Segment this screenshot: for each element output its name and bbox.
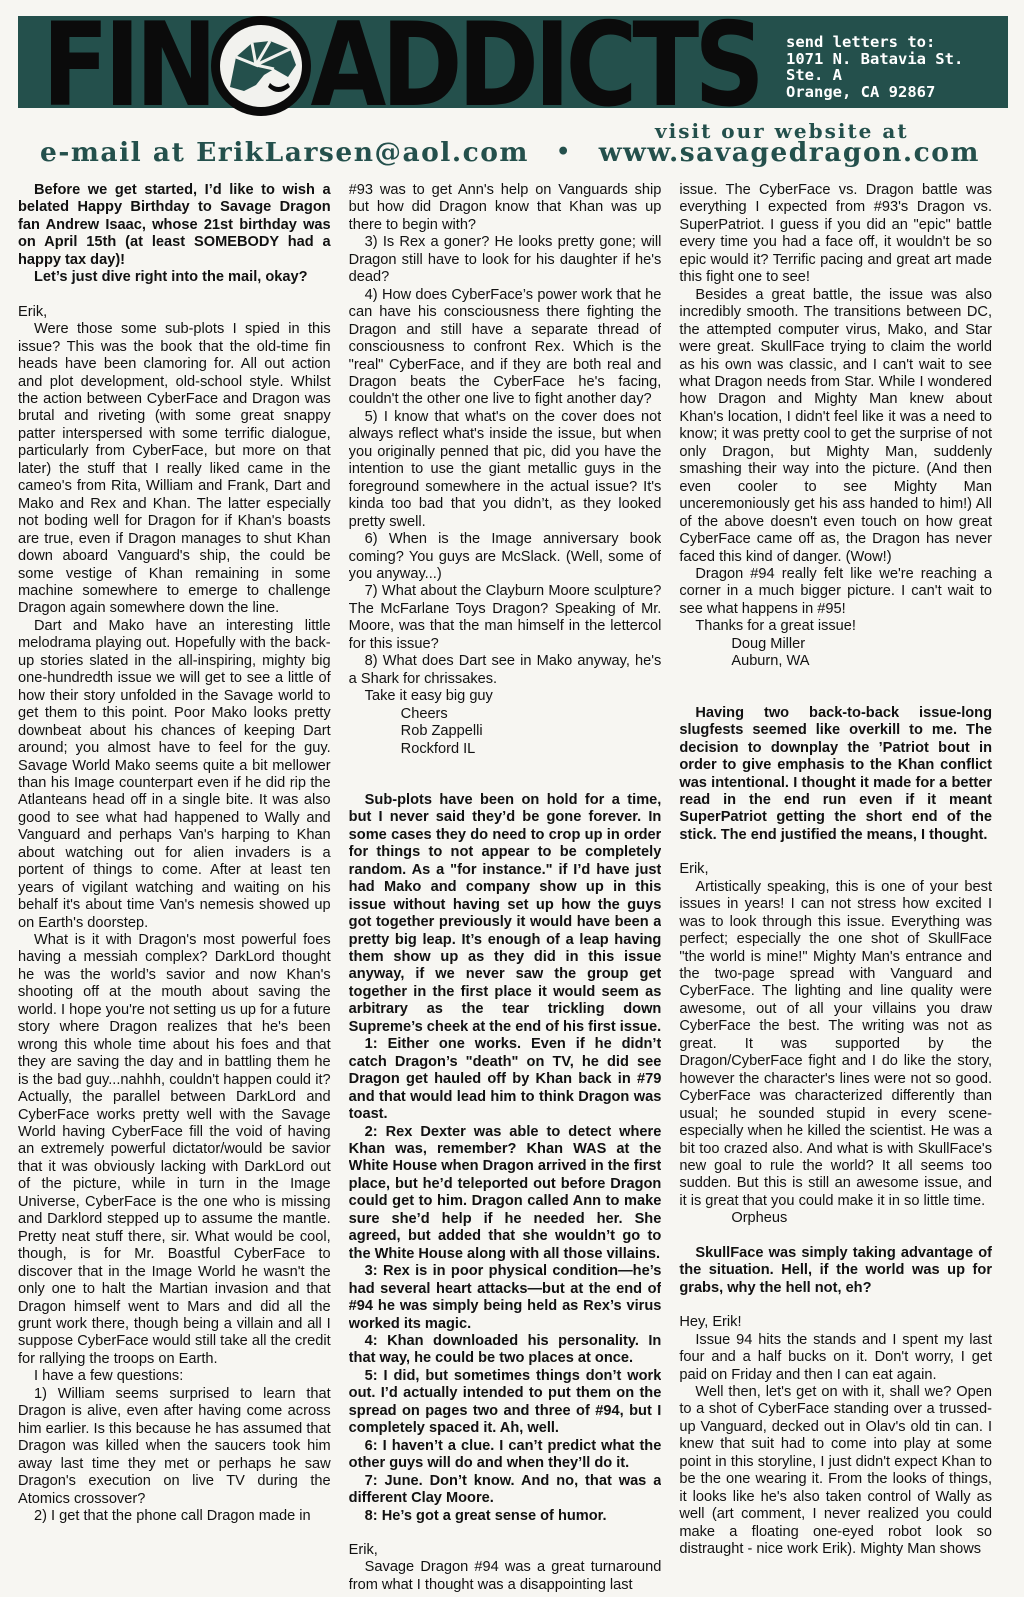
letter-paragraph: Thanks for a great issue! [695,618,856,635]
letter-paragraph: Artistically speaking, this is one of your best issues in years! I can not stress how excited I was to look through this issue. Everything was perfect; especially the one shot of SkullFace "the world is mine!" Mighty Man's entrance and the two-page spread with Vanguard and CyberFace. The lighting and line quality were awesome, out of all your villains you draw CyberFace the best. The writing was not as great. It was supported by the Dragon/CyberFace fight and I do like the story, however the character's lines were not so good. CyberFace was characterized differently than usual; he sounded stupid in every scene-especially when he killed the scientist. He was a bit too crazed also. And what is with SkullFace's new goal to rule the world? It all seems too sudden. But this is still an awesome issue, and it is great that you could make it in so little time. [679,878,993,1209]
editor-reply-paragraph: Having two back-to-back issue-long slugfests seemed like overkill to me. The decision to downplay the ’Patriot bout in order to give emphasis to the Khan conflict was intentional. I thought it made for a better read in the end run even if it meant SuperPatriot getting the short end of the stick. The end justified the means, I thought. [679,704,993,843]
address-line: Orange, CA 92867 [786,82,936,101]
text-column-3 [679,182,992,1592]
letter-paragraph: 5) I know that what's on the cover does not always reflect what's inside the issue, but when you originally penned that pic, did you have the intention to use the giant metallic guys in the foreground somewhere in the actual issue? It's kinda too bad that you didn’t, as they looked pretty swell. [348,408,662,530]
editor-reply-paragraph: 4: Khan downloaded his personality. In that way, he could be two places at once. [348,1333,662,1367]
address-line: 1071 N. Batavia St. [786,49,964,68]
email-address: e-mail at ErikLarsen@aol.com [40,136,529,168]
letters-body [18,182,992,1592]
letter-paragraph: Erik, [18,303,48,320]
address-line: send letters to: [786,33,936,51]
paragraph-spacer [679,1297,992,1314]
letter-paragraph: 8) What does Dart see in Mako anyway, he's a Shark for chrissakes. [348,653,662,687]
mailing-address [786,34,1006,100]
paragraph-spacer [679,1228,992,1245]
paragraph-spacer [679,844,992,861]
letter-paragraph: Erik, [679,861,709,878]
paragraph-spacer [349,775,662,792]
letter-paragraph: Take it easy big guy [364,688,493,705]
editor-reply-paragraph: SkullFace was simply taking advantage of the situation. Hell, if the world was up for grabs, why the hell not, eh? [679,1244,993,1296]
letter-paragraph: issue. The CyberFace vs. Dragon battle was everything I expected from #93's Dragon vs. SuperPatriot. I guess if you did an "epic" battle every time you had a face off, it wouldn't be so epic would it? Terrific pacing and great art made this fight one to see! [679,182,993,286]
letter-paragraph: 1) William seems surprised to learn that Dragon is alive, even after having come across him earlier. Is this because he has assumed that Dragon was killed when the saucers took him away last time they met or perhaps he saw Dragon's execution on live TV during the Atomics crossover? [18,1385,331,1507]
letter-paragraph: Erik, [348,1541,378,1558]
text-column-1 [18,182,331,1592]
letter-paragraph: Well then, let's get on with it, shall we? Open to a shot of CyberFace standing over a trussed-up Vanguard, decked out in Olav's old tin can. I knew that suit had to come into play at some point in this storyline, I just didn't expect Khan to be the one wearing it. From the looks of things, it looks like he's also taken control of Wally as well (art comment, I never realized you could make a floating one-eyed robot look so distraught - nice work Erik). Mighty Man shows [679,1384,993,1558]
letter-paragraph: 3) Is Rex a goner? He looks pretty gone; will Dragon still have to look for his daughter if he's dead? [348,234,662,286]
editor-reply-paragraph: Before we get started, I’d like to wish a belated Happy Birthday to Savage Dragon fan Andrew Isaac, whose 21st birthday was on April 15th (at least SOMEBODY had a happy tax day)! [18,182,331,268]
page-title [42,0,760,134]
letter-paragraph: Savage Dragon #94 was a great turnaround from what I thought was a disappointing last [348,1559,662,1592]
signature-line: Cheers [400,705,448,722]
signature-line: Auburn, WA [731,653,810,670]
contact-line [40,135,980,169]
letter-paragraph: Dart and Mako have an interesting little melodrama playing out. Hopefully with the back-up stories slated in the all-inspiring, mighty big one-hundredth issue we will get to see a little of how their story unfolded in the Savage world to get them to this point. Poor Mako looks pretty downbeat about his chances of keeping Dart around; you almost have to feel for the guy. Savage World Mako seems quite a bit mellower than his Image counterpart even if he did rip the Atlanteans head off in a single bite. It was also good to see what had happened to Wally and Vanguard and perhaps Van's harping to Khan about watching out for alien invaders is a portent of things to come. After at least ten years of vigilant watching and waiting on his behalf it's about time Van's nemesis showed up on Earth's doorstep. [18,617,331,931]
editor-reply-paragraph: 8: He’s got a great sense of humor. [364,1507,607,1524]
letter-paragraph: Issue 94 hits the stands and I spent my last four and a half bucks on it. Don't worry, I get paid on Friday and then I can eat again. [679,1331,993,1383]
letter-paragraph: 2) I get that the phone call Dragon made in [34,1507,311,1524]
editor-reply-paragraph: 3: Rex is in poor physical condition—he’s had several heart attacks—but at the end of #94 he was simply being held as Rex’s virus worked its magic. [348,1263,662,1332]
paragraph-spacer [349,758,662,775]
letter-paragraph: Were those some sub-plots I spied in this issue? This was the book that the old-time fin heads have been clamoring for. All out action and plot development, old-school style. Whilst the action between CyberFace and Dragon was brutal and riveting (with some great snappy patter interspersed with some terrific dialogue, particularly from CyberFace, but more on that later) the stuff that I really liked came in the cameo's from Rita, William and Frank, Dart and Mako and Rex and Khan. The latter especially not boding well for Dragon for if Khan's boasts are true, even if Dragon manages to shut Khan down aboard Vanguard's ship, the could be some vestige of Khan remaining in some machine somewhere to emerge to challenge Dragon again somewhere down the line. [18,321,331,617]
website-url: www.savagedragon.com [598,136,980,168]
letter-paragraph: #93 was to get Ann's help on Vanguards ship but how did Dragon know that Khan was up there to begin with? [348,182,662,233]
editor-reply-paragraph: Sub-plots have been on hold for a time, but I never said they’d be gone forever. In some cases they do need to crop up in order for things to not appear to be completely random. As a "for instance." if I’d have just had Mako and company show up in this issue without having set up how the guys got together previously it would have been a pretty big leap. It’s enough of a leap having them show up as they did in this issue anyway, if we never saw the group get together in the first place it would seem as arbitrary as the tear trickling down Supreme’s cheek at the end of his first issue. [348,791,662,1035]
signature-line: Rockford IL [400,740,476,757]
editor-reply-paragraph: 2: Rex Dexter was able to detect where Khan was, remember? Khan WAS at the White House when Dragon arrived in the first place, but he’d teleported out before Dragon could get to him. Dragon called Ann to make sure she’d help if he needed her. She agreed, but added that she wouldn’t go to the White House along with all those villains. [348,1123,662,1262]
paragraph-spacer [349,1525,662,1542]
website-label: visit our website at [655,119,909,143]
editor-reply-paragraph: 7: June. Don’t know. And no, that was a different Clay Moore. [348,1472,662,1507]
dragon-fin-icon [208,13,314,119]
bullet-separator: • [556,139,572,165]
title-fin: FIN [42,0,213,134]
letter-paragraph: I have a few questions: [34,1368,184,1385]
signature-line: Orpheus [731,1210,788,1227]
letter-paragraph: 4) How does CyberFace’s power work that he can have his consciousness there fighting the Dragon and still have a separate thread of consciousness to confront Rex. Which is the "real" CyberFace, and if they are both real and Dragon beats the CyberFace he's facing, couldn't the other one live to fight another day? [348,286,662,408]
signature-line: Doug Miller [731,635,806,652]
letter-paragraph: What is it with Dragon's most powerful foes having a messiah complex? DarkLord thought he was the world’s savior and now Khan's shooting off at the mouth about saving the world. I hope you're not setting us up for a future story where Dragon realizes that he's been wrong this whole time about his foes and that they are saving the day and in battling them he is the bad guy...nahhh, couldn't happen could it? Actually, the parallel between DarkLord and CyberFace works pretty well with the Savage World having CyberFace fill the void of having an extremely powerful dictator/would be savior that it was obviously lacking with DarkLord out of the picture, while in turn in the Image Universe, CyberFace is the one who is missing and Darklord stepped up to assume the mantle. Pretty neat stuff there, sir. What would be cool, though, is for Mr. Boastful CyberFace to discover that in the Image World he wasn't the only one to halt the Martian invasion and that Dragon himself went to Mars and did all the grunt work there, though being a villain and all I suppose CyberFace would still take all the credit for rallying the troops on Earth. [18,932,331,1367]
letter-paragraph: 7) What about the Clayburn Moore sculpture? The McFarlane Toys Dragon? Speaking of Mr. Moore, was that the man himself in the lettercol for this issue? [348,583,662,652]
paragraph-spacer [18,287,331,304]
address-line: Ste. A [786,66,842,84]
editor-reply-paragraph: 6: I haven’t a clue. I can’t predict what the other guys will do and when they’ll do it. [348,1437,662,1472]
signature-line: Rob Zappelli [400,723,483,740]
editor-reply-paragraph: Let’s just dive right into the mail, okay? [34,269,308,286]
paragraph-spacer [679,688,992,705]
editor-reply-paragraph: 5: I did, but sometimes things don’t work out. I’d actually intended to put them on the spread on pages two and three of #94, but I completely spaced it. Ah, well. [348,1367,662,1437]
paragraph-spacer [679,671,992,688]
letter-paragraph: Dragon #94 really felt like we're reaching a corner in a much bigger picture. I can't wait to see what happens in #95! [679,565,993,617]
letter-paragraph: Hey, Erik! [679,1314,742,1331]
editor-reply-paragraph: 1: Either one works. Even if he didn’t catch Dragon’s "death" on TV, he did see Dragon get hauled off by Khan back in #79 and that would lead him to think Dragon was toast. [348,1036,662,1123]
title-addicts: ADDICTS [310,0,760,134]
letter-paragraph: Besides a great battle, the issue was also incredibly smooth. The transitions between DC, the attempted computer virus, Mako, and Star were great. SkullFace trying to claim the world as his own was classic, and I can't wait to see what Dragon needs from Star. While I wondered how Dragon and Mighty Man knew about Khan's location, I didn't feel like it was a need to know; it was pretty cool to get the surprise of not only Dragon, but Mighty Man, suddenly smashing their way into the picture. (And then even cooler to see Mighty Man unceremoniously get his ass handed to him!) All of the above doesn't even touch on how great CyberFace came off as, the Dragon has never faced this kind of danger. (Wow!) [679,286,993,565]
text-column-2 [349,182,662,1592]
letter-paragraph: 6) When is the Image anniversary book coming? You guys are McSlack. (Well, some of you anyway...) [348,531,662,582]
